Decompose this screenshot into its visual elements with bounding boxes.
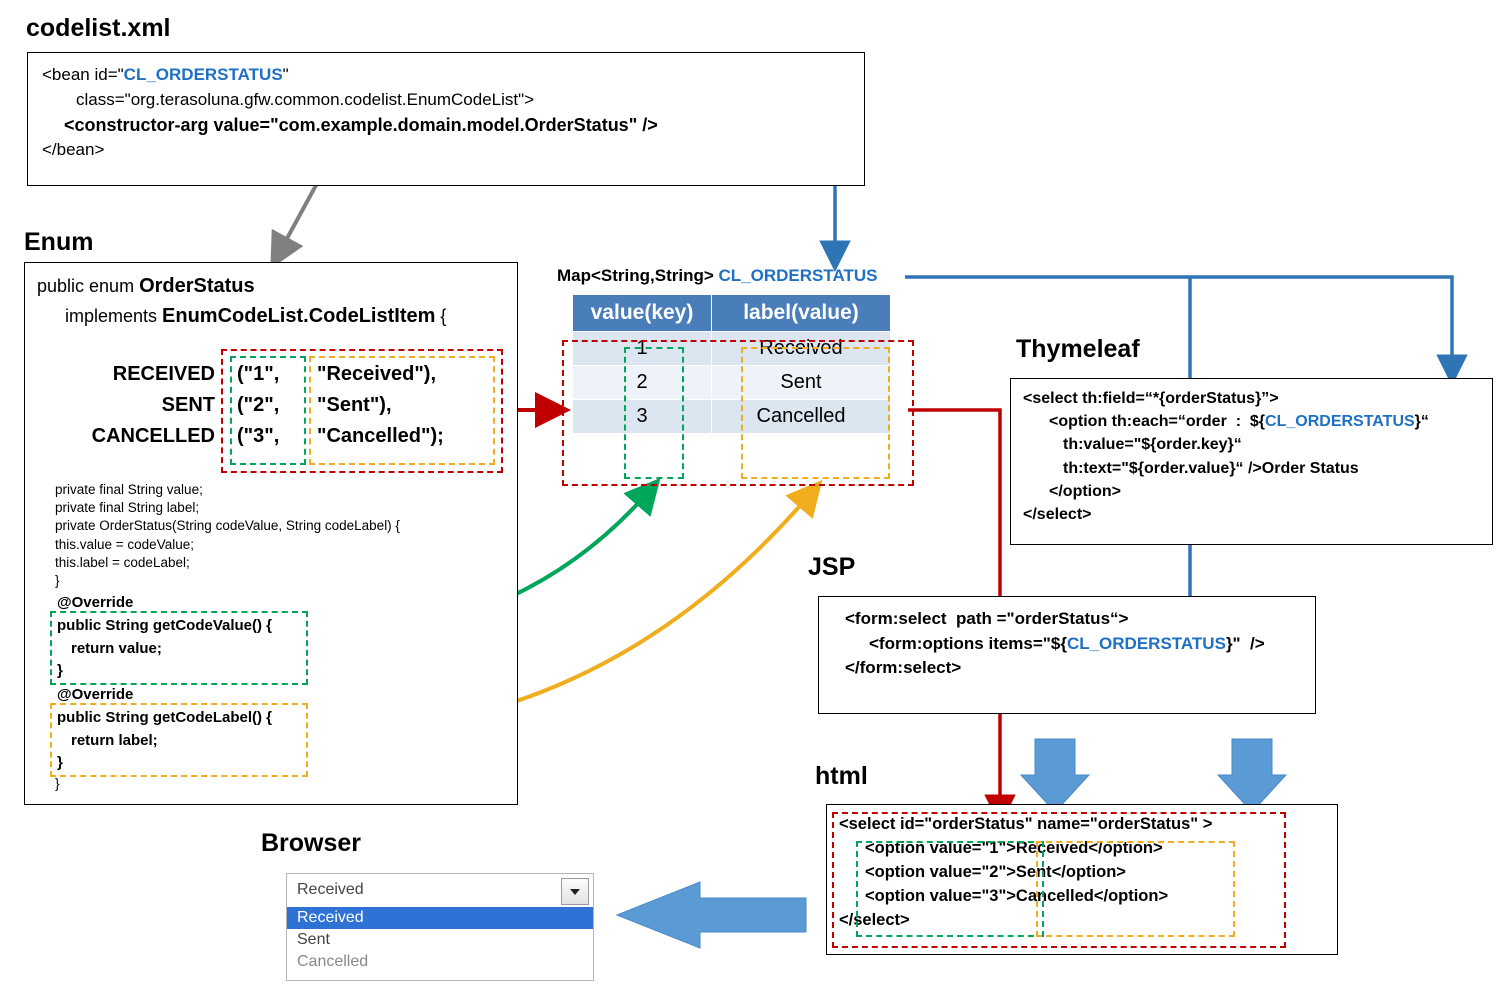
field-value: private final String value; [55, 482, 203, 497]
thymeleaf-line-1: <select th:field=“*{orderStatus}”> [1023, 390, 1279, 407]
codelist-line-1 [42, 63, 850, 88]
codelist-xml-box [27, 52, 865, 186]
constructor-close: } [55, 573, 60, 589]
enum-key-2: ("2", [237, 394, 280, 416]
list-item[interactable]: Sent [297, 931, 330, 948]
get-code-label-return: return label; [71, 731, 158, 749]
browser-section-title: Browser [261, 829, 362, 857]
order-status-select[interactable] [286, 873, 594, 909]
html-options-orange-outline [1036, 841, 1235, 937]
enum-box [24, 262, 518, 805]
codelist-line-4: </bean> [42, 140, 105, 160]
thymeleaf-each-pre: <option th:each=“order : ${ [1049, 413, 1266, 431]
html-options-green-outline [856, 838, 1044, 937]
get-code-value-method [57, 615, 272, 683]
map-labels-orange-outline [741, 347, 890, 479]
list-item[interactable]: Received [287, 907, 593, 929]
order-status-selected-value: Received [297, 881, 364, 898]
map-cell-label-1: Received [712, 332, 891, 366]
jsp-line-3: </form:select> [845, 658, 962, 678]
jsp-box [818, 596, 1316, 714]
jsp-line-1: <form:select path ="orderStatus“> [845, 609, 1129, 628]
map-cell-label-3: Cancelled [712, 400, 891, 434]
enum-key-1: ("1", [237, 363, 280, 385]
thymeleaf-line-4: th:text="${order.value}“ />Order Status [1063, 459, 1359, 477]
map-header-value: label(value) [712, 295, 891, 332]
jsp-options-pre: <form:options items="${ [869, 633, 1067, 653]
enum-constant-received: RECEIVED [112, 363, 215, 385]
enum-label-1: "Received"), [317, 363, 437, 385]
enum-label-3: "Cancelled"); [317, 425, 444, 447]
enum-closing-brace: } [55, 776, 60, 791]
thymeleaf-codelist-var: CL_ORDERSTATUS [1265, 413, 1415, 431]
enum-keyword: public enum [37, 276, 140, 296]
override-annotation-1: @Override [57, 594, 134, 611]
enum-fields [55, 481, 400, 590]
map-cell-key-2: 2 [573, 366, 712, 400]
map-caption [557, 266, 878, 286]
order-status-dropdown-list[interactable] [286, 907, 594, 981]
map-cell-key-1: 1 [573, 332, 712, 366]
enum-key-3: ("3", [237, 425, 280, 447]
html-option-tag-3: <option value="3"> [865, 886, 1016, 905]
thymeleaf-section-title: Thymeleaf [1016, 335, 1140, 363]
codelist-bean-id: CL_ORDERSTATUS [123, 65, 283, 84]
enum-header-1 [37, 271, 505, 301]
thymeleaf-box [1010, 378, 1493, 545]
get-code-value-signature: public String getCodeValue() { [57, 617, 273, 634]
get-code-label-method [57, 707, 272, 775]
codelist-line-3: <constructor-arg value="com.example.domain.model.OrderStatus" /> [64, 115, 658, 136]
map-header-key: value(key) [573, 295, 712, 332]
map-type-label: Map<String,String> [557, 266, 714, 285]
html-line-select-open: <select id="orderStatus" name="orderStatus" > [839, 815, 1213, 833]
html-line-select-close: </select> [839, 910, 910, 929]
constructor-signature: private OrderStatus(String codeValue, String codeLabel) { [55, 518, 400, 534]
thymeleaf-line-2 [1023, 410, 1480, 433]
block-arrow-html-browser [617, 882, 806, 948]
html-option-text-3: Cancelled</option> [1015, 886, 1169, 905]
enum-name: OrderStatus [139, 275, 255, 297]
html-option-tag-2: <option value="2"> [865, 862, 1016, 881]
codelistitem-interface: EnumCodeList.CodeListItem [162, 305, 436, 327]
get-code-value-close: } [57, 662, 63, 679]
constructor-assign-value: this.value = codeValue; [55, 536, 194, 552]
enum-label-2: "Sent"), [317, 394, 392, 416]
enum-constant-labels [317, 359, 444, 452]
implements-keyword: implements [65, 306, 163, 326]
jsp-options-post: }" /> [1225, 633, 1265, 653]
jsp-section-title: JSP [808, 553, 856, 581]
thymeleaf-line-5: </option> [1049, 482, 1121, 500]
html-option-text-1: Received</option> [1015, 838, 1163, 857]
get-code-label-close: } [57, 754, 63, 771]
override-annotation-2: @Override [57, 686, 134, 703]
thymeleaf-each-post: }“ [1414, 413, 1429, 431]
block-arrow-thymeleaf-html [1218, 739, 1286, 812]
block-arrow-jsp-html [1021, 739, 1089, 812]
enum-header-2 [37, 301, 505, 331]
chevron-down-icon[interactable] [561, 878, 589, 905]
map-name-label: CL_ORDERSTATUS [718, 266, 878, 285]
jsp-codelist-var: CL_ORDERSTATUS [1066, 633, 1226, 653]
enum-constant-keys [237, 359, 279, 452]
html-option-tag-1: <option value="1"> [865, 838, 1016, 857]
jsp-line-2 [833, 632, 1301, 657]
thymeleaf-line-3: th:value="${order.key}“ [1063, 436, 1242, 454]
enum-brace: { [435, 306, 447, 326]
bean-quote: " [282, 65, 289, 84]
map-cell-key-3: 3 [573, 400, 712, 434]
enum-constant-names [65, 359, 215, 452]
codelist-line-2: class="org.terasoluna.gfw.common.codelist.EnumCodeList"> [76, 89, 535, 109]
field-label: private final String label; [55, 500, 200, 516]
enum-constant-cancelled: CANCELLED [91, 425, 215, 447]
enum-constant-sent: SENT [161, 394, 215, 416]
thymeleaf-line-6: </select> [1023, 505, 1092, 523]
bean-open-tag: <bean id=" [42, 65, 124, 84]
get-code-value-return: return value; [71, 639, 162, 657]
constructor-assign-label: this.label = codeLabel; [55, 554, 190, 570]
map-keys-green-outline [624, 347, 684, 479]
enum-section-title: Enum [24, 228, 94, 256]
html-option-text-2: Sent</option> [1015, 862, 1126, 881]
list-item[interactable]: Cancelled [297, 953, 369, 970]
html-section-title: html [815, 762, 868, 790]
codelist-section-title: codelist.xml [26, 14, 171, 42]
get-code-label-signature: public String getCodeLabel() { [57, 709, 273, 726]
map-cell-label-2: Sent [712, 366, 891, 400]
map-table-header-row [573, 295, 891, 332]
